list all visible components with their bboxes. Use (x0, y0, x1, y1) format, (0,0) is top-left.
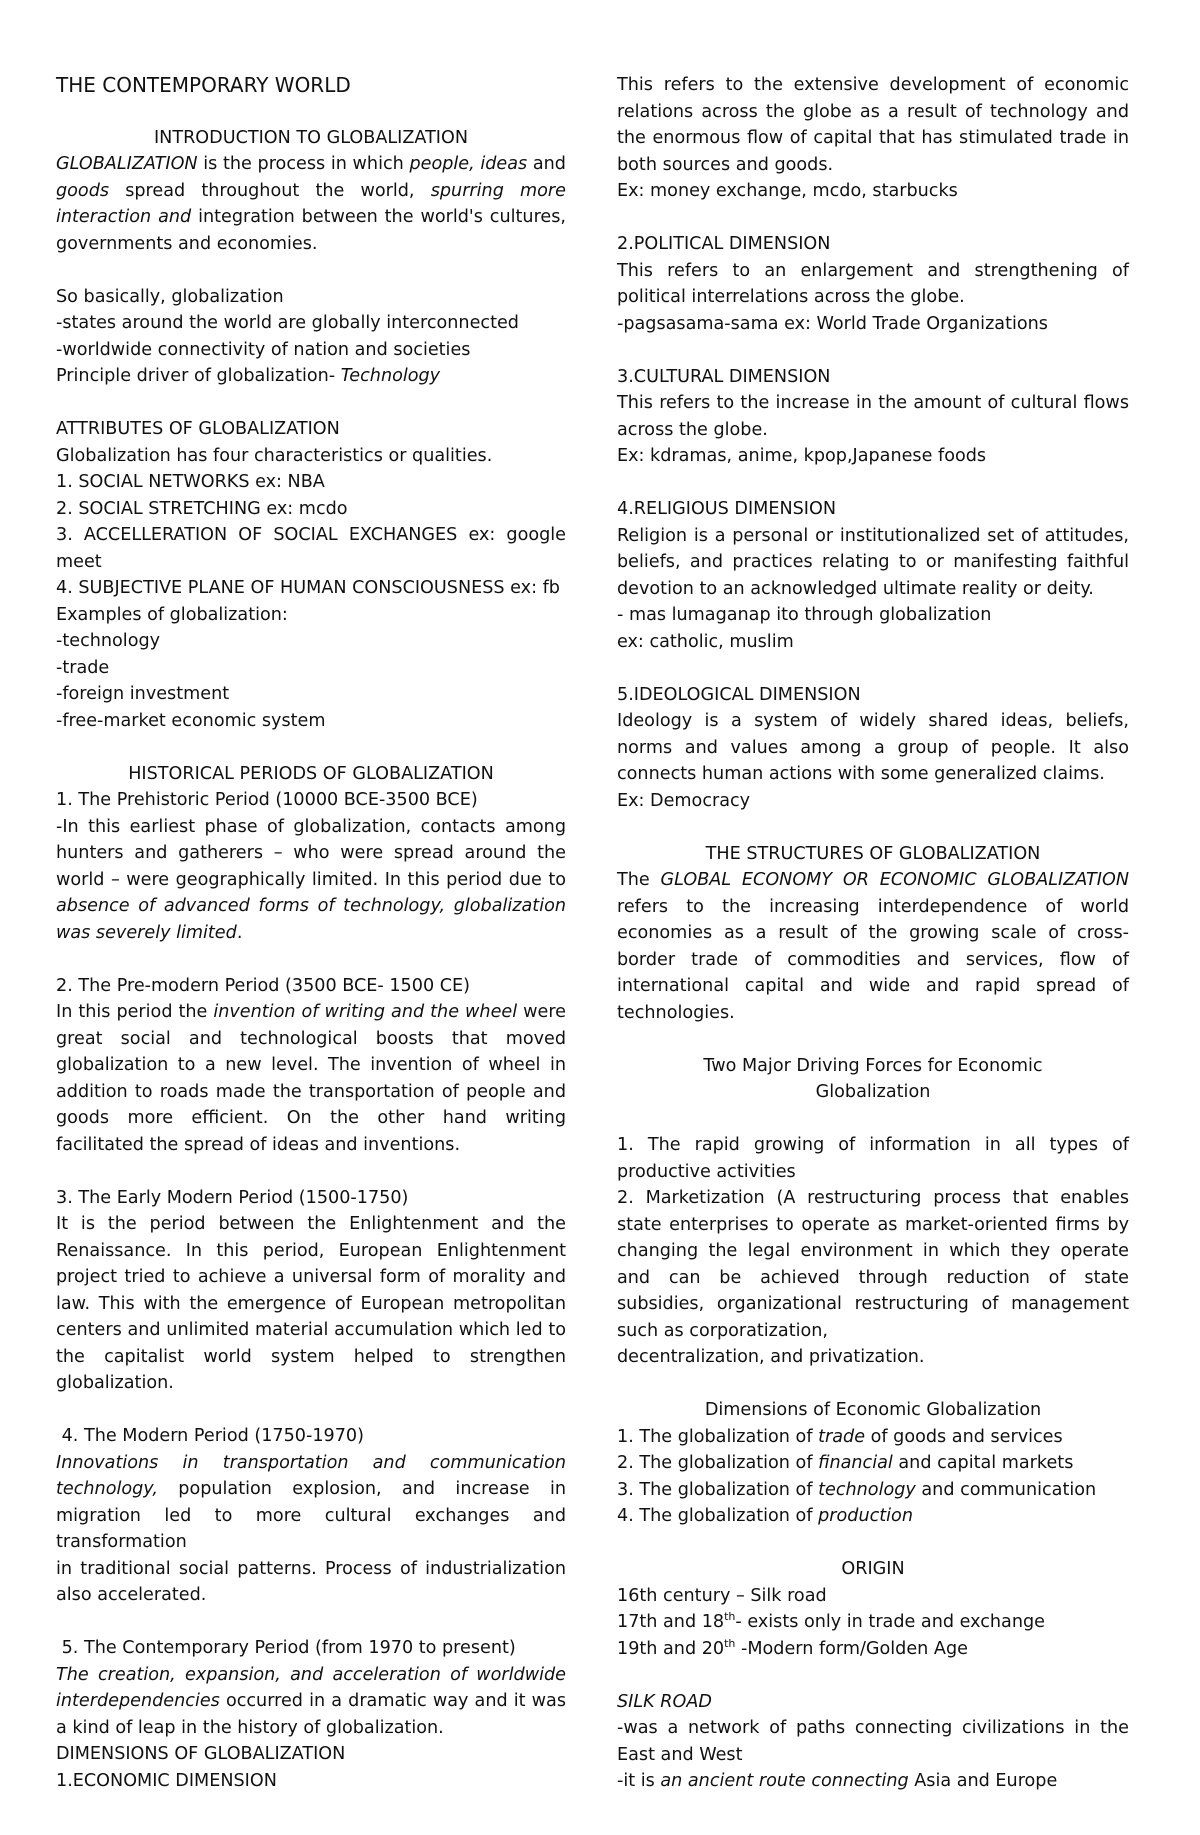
ideological-dimension-heading: 5.IDEOLOGICAL DIMENSION (617, 684, 861, 705)
ideological-dimension-body: Ideology is a system of widely shared ideas, beliefs, norms and values among a group of people. It also connects human actions with some generalized claims. (617, 711, 1129, 784)
political-dimension-example: -pagsasama-sama ex: World Trade Organizations (617, 313, 1048, 334)
intro-heading: INTRODUCTION TO GLOBALIZATION (153, 127, 469, 148)
attribute-item: 3. ACCELLERATION OF SOCIAL EXCHANGES ex: google meet (56, 525, 566, 572)
basically-line: -worldwide connectivity of nation and societies (56, 339, 471, 360)
dimensions-heading: DIMENSIONS OF GLOBALIZATION (56, 1744, 346, 1764)
example-item: -technology (56, 631, 161, 651)
silk-road-heading: SILK ROAD (617, 1691, 712, 1712)
modern-body-cont: in traditional social patterns. Process of industrialization also accelerated. (56, 1558, 566, 1605)
origin-line: 16th century – Silk road (617, 1585, 827, 1606)
basically-line: So basically, globalization (56, 286, 284, 307)
modern-title: 4. The Modern Period (1750-1970) (56, 1426, 364, 1446)
attribute-item: 2. SOCIAL STRETCHING ex: mcdo (56, 498, 348, 519)
ideological-dimension-example: Ex: Democracy (617, 790, 751, 811)
example-item: -trade (56, 657, 110, 678)
left-column (56, 72, 566, 1794)
religious-dimension-note: - mas lumaganap ito through globalization (617, 605, 992, 625)
econ-dimensions-heading: Dimensions of Economic Globalization (704, 1400, 1042, 1420)
religious-dimension-example: ex: catholic, muslim (617, 631, 794, 652)
econ-dimension-item: 1. The globalization of trade of goods and services (617, 1426, 1063, 1447)
prehistoric-body: -In this earliest phase of globalization, contacts among hunters and gatherers – who were spread around the world – were geographically limited. In this period due to absence of advanced forms of technology, globalization was severely limited. (56, 816, 566, 943)
structures-body: The GLOBAL ECONOMY OR ECONOMIC GLOBALIZATION refers to the increasing interdependence of world economies as a result of the growing scale of cross-border trade of commodities and services, flow of international capital and wide and rapid spread of technologies. (617, 870, 1129, 1023)
early-modern-body: It is the period between the Enlightenment and the Renaissance. In this period, European Enlightenment project tried to achieve a universal form of morality and law. This with the emergence of European metropolitan centers and unlimited material accumulation which led to the capitalist world system helped to strengthen globalization. (56, 1214, 566, 1393)
example-item: -free-market economic system (56, 710, 326, 731)
econ-dimension-item: 4. The globalization of production (617, 1506, 913, 1526)
econ-dimension-item: 2. The globalization of financial and capital markets (617, 1453, 1074, 1473)
economic-dimension-example: Ex: money exchange, mcdo, starbucks (617, 181, 958, 201)
right-column (617, 72, 1129, 1795)
globalization-definition: GLOBALIZATION is the process in which people, ideas and goods spread throughout the world, spurring more interaction and integration between the world's cultures, governments and economies. (56, 154, 566, 254)
attributes-intro: Globalization has four characteristics or qualities. (56, 445, 493, 466)
silk-road-line: -was a network of paths connecting civilizations in the East and West (617, 1718, 1129, 1765)
driving-force-item: 1. The rapid growing of information in all types of productive activities (617, 1135, 1129, 1182)
religious-dimension-body: Religion is a personal or institutionalized set of attitudes, beliefs, and practices relating to or manifesting faithful devotion to an acknowledged ultimate reality or deity. (617, 525, 1129, 599)
historical-heading: HISTORICAL PERIODS OF GLOBALIZATION (128, 763, 494, 784)
early-modern-title: 3. The Early Modern Period (1500-1750) (56, 1187, 409, 1208)
example-item: -foreign investment (56, 684, 230, 704)
cultural-dimension-heading: 3.CULTURAL DIMENSION (617, 366, 831, 387)
premodern-body: In this period the invention of writing and the wheel were great social and technological boosts that moved globalization to a new level. The invention of wheel in addition to roads made the transportation of people and goods more efficient. On the other hand writing facilitated the spread of ideas and inventions. (56, 1002, 566, 1155)
driving-forces-heading-cont: Globalization (815, 1082, 931, 1102)
modern-body: Innovations in transportation and communication technology, population explosion, and increase in migration led to more cultural exchanges and transformation (56, 1452, 566, 1552)
silk-road-line: -it is an ancient route connecting Asia and Europe (617, 1771, 1058, 1791)
examples-heading: Examples of globalization: (56, 604, 288, 625)
cultural-dimension-body: This refers to the increase in the amount of cultural flows across the globe. (617, 393, 1129, 440)
origin-heading: ORIGIN (841, 1559, 905, 1579)
political-dimension-body: This refers to an enlargement and strengthening of political interrelations across the globe. (617, 260, 1129, 307)
attribute-item: 4. SUBJECTIVE PLANE OF HUMAN CONSCIOUSNESS ex: fb (56, 578, 560, 598)
political-dimension-heading: 2.POLITICAL DIMENSION (617, 234, 831, 254)
econ-dimension-item: 3. The globalization of technology and communication (617, 1479, 1097, 1500)
economic-dimension-heading: 1.ECONOMIC DIMENSION (56, 1770, 277, 1791)
attribute-item: 1. SOCIAL NETWORKS ex: NBA (56, 472, 325, 492)
attributes-heading: ATTRIBUTES OF GLOBALIZATION (56, 419, 340, 439)
origin-line: 19th and 20th -Modern form/Golden Age (617, 1636, 968, 1659)
driving-force-item-cont: decentralization, and privatization. (617, 1347, 925, 1367)
origin-line: 17th and 18th- exists only in trade and exchange (617, 1610, 1045, 1632)
driving-force-item: 2. Marketization (A restructuring process that enables state enterprises to operate as market-oriented firms by changing the legal environment in which they operate and can be achieved through reduction of state subsidies, organizational restructuring of management such as corporatization, (617, 1188, 1129, 1341)
religious-dimension-heading: 4.RELIGIOUS DIMENSION (617, 499, 836, 519)
structures-heading: THE STRUCTURES OF GLOBALIZATION (705, 843, 1041, 864)
principle-driver: Principle driver of globalization- Technology (56, 366, 441, 386)
premodern-title: 2. The Pre-modern Period (3500 BCE- 1500 CE) (56, 975, 470, 996)
contemporary-body: The creation, expansion, and acceleration of worldwide interdependencies occurred in a dramatic way and it was a kind of leap in the history of globalization. (56, 1664, 566, 1738)
basically-line: -states around the world are globally interconnected (56, 313, 519, 333)
driving-forces-heading: Two Major Driving Forces for Economic (703, 1055, 1043, 1076)
prehistoric-title: 1. The Prehistoric Period (10000 BCE-3500 BCE) (56, 790, 478, 810)
cultural-dimension-example: Ex: kdramas, anime, kpop,Japanese foods (617, 446, 987, 466)
document-title: THE CONTEMPORARY WORLD (56, 73, 351, 97)
economic-dimension-body: This refers to the extensive development of economic relations across the globe as a result of technology and the enormous flow of capital that has stimulated trade in both sources and goods. (617, 75, 1129, 175)
contemporary-title: 5. The Contemporary Period (from 1970 to present) (56, 1638, 516, 1658)
